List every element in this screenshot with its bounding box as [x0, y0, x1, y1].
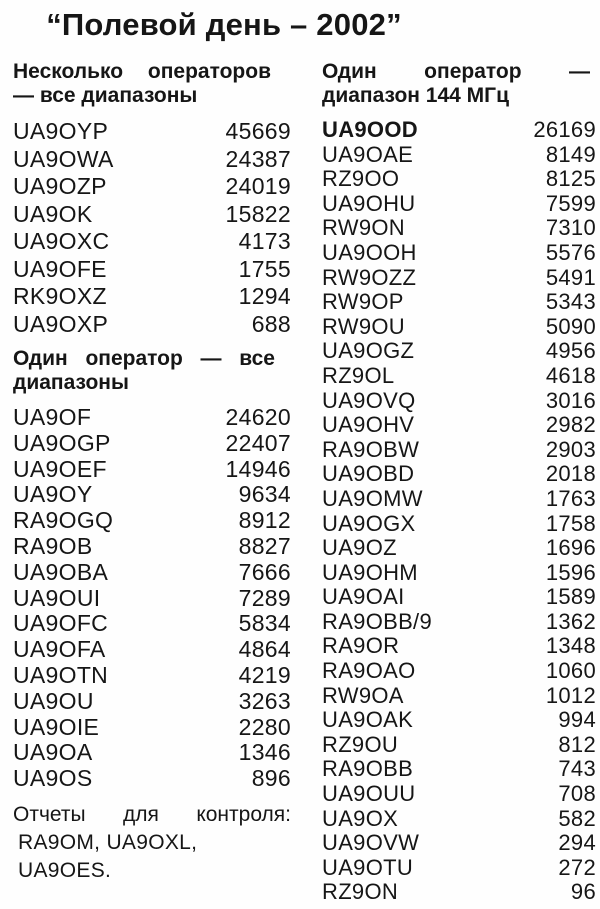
callsign: UA9OBA — [13, 558, 109, 585]
result-row — [322, 659, 596, 684]
callsign: RA9OR — [322, 633, 400, 659]
score: 9634 — [238, 481, 291, 508]
callsign: RW9OA — [322, 682, 404, 708]
result-row — [13, 201, 291, 229]
result-row — [13, 766, 291, 792]
result-row — [322, 782, 596, 807]
section-single-op-144mhz — [322, 60, 596, 905]
result-row — [13, 586, 291, 612]
callsign: RZ9OL — [322, 362, 395, 388]
callsign: RW9OZZ — [322, 264, 417, 290]
score: 994 — [558, 707, 596, 733]
result-row — [322, 290, 596, 315]
score: 5343 — [545, 289, 596, 315]
results-list — [13, 118, 291, 338]
callsign: UA9OXP — [13, 310, 109, 337]
result-row — [13, 311, 291, 339]
control-note — [13, 801, 291, 885]
score: 1763 — [545, 485, 596, 511]
score: 708 — [558, 781, 596, 807]
score: 14946 — [225, 455, 291, 482]
results-list — [13, 405, 291, 792]
section-multi-op-all-bands — [13, 60, 291, 338]
score: 26169 — [533, 117, 596, 142]
score: 5090 — [545, 313, 596, 339]
score: 4618 — [545, 362, 596, 388]
result-row — [322, 561, 596, 586]
score: 743 — [558, 756, 596, 782]
callsign: UA9OGX — [322, 510, 416, 536]
callsign: RA9OBW — [322, 436, 420, 462]
result-row — [13, 508, 291, 534]
score: 4219 — [238, 661, 291, 688]
callsign: RW9OU — [322, 313, 405, 339]
score: 5834 — [238, 610, 291, 637]
result-row — [13, 663, 291, 689]
score: 1012 — [545, 682, 596, 708]
score: 5491 — [545, 264, 596, 290]
callsign: UA9OZ — [322, 535, 397, 561]
result-row — [13, 715, 291, 741]
callsign: UA9OA — [13, 739, 93, 766]
results-list — [322, 118, 596, 905]
score: 1346 — [238, 739, 291, 766]
callsign: RA9OBB — [322, 756, 414, 782]
score: 24019 — [225, 173, 291, 199]
result-row — [322, 684, 596, 709]
score: 1596 — [545, 559, 596, 585]
score: 1348 — [545, 633, 596, 659]
callsign: RA9OBB/9 — [322, 608, 433, 634]
result-row — [13, 534, 291, 560]
score: 1589 — [545, 584, 596, 610]
score: 688 — [251, 310, 291, 337]
result-row — [322, 536, 596, 561]
score: 2280 — [238, 713, 291, 740]
score: 8125 — [545, 166, 596, 192]
result-row — [322, 167, 596, 192]
result-row — [322, 118, 596, 143]
callsign: UA9OYP — [13, 118, 109, 144]
result-row — [322, 389, 596, 414]
score: 22407 — [225, 429, 291, 456]
score: 3016 — [545, 387, 596, 413]
score: 8149 — [545, 141, 596, 167]
section-heading: Один оператор — все диапазоны — [13, 347, 275, 394]
callsign: UA9OAI — [322, 584, 405, 610]
callsign: RA9OAO — [322, 658, 416, 684]
callsign: UA9OAK — [322, 707, 414, 733]
result-row — [13, 146, 291, 174]
result-row — [13, 283, 291, 311]
score: 8827 — [238, 532, 291, 559]
callsign: RA9OGQ — [13, 507, 114, 534]
callsign: UA9OUI — [13, 584, 101, 611]
result-row — [322, 880, 596, 905]
result-row — [322, 339, 596, 364]
result-row — [13, 689, 291, 715]
callsign: RZ9OO — [322, 166, 400, 192]
result-row — [322, 856, 596, 881]
result-row — [322, 512, 596, 537]
callsign: RA9OB — [13, 532, 93, 559]
callsign: UA9OF — [13, 404, 92, 430]
score: 896 — [251, 765, 291, 792]
callsign: UA9OU — [13, 687, 94, 714]
callsign: UA9OFC — [13, 610, 109, 637]
score: 4956 — [545, 338, 596, 364]
callsign: UA9OS — [13, 765, 93, 792]
score: 5576 — [545, 239, 596, 265]
score: 4864 — [238, 636, 291, 663]
result-row — [13, 173, 291, 201]
callsign: UA9OHM — [322, 559, 418, 585]
result-row — [322, 634, 596, 659]
result-row — [13, 482, 291, 508]
callsign: UA9OUU — [322, 781, 416, 807]
result-row — [322, 807, 596, 832]
result-row — [322, 487, 596, 512]
score: 1294 — [238, 283, 291, 309]
score: 582 — [558, 805, 596, 831]
score: 96 — [570, 879, 596, 905]
score: 8912 — [238, 507, 291, 534]
section-heading: Несколько операторов — все диапазоны — [13, 60, 271, 107]
result-row — [322, 462, 596, 487]
callsign: RW9ON — [322, 215, 405, 241]
score: 1362 — [545, 608, 596, 634]
callsign: UA9OVQ — [322, 387, 416, 413]
result-row — [322, 733, 596, 758]
right-column — [322, 60, 596, 905]
callsign: UA9OBD — [322, 461, 415, 487]
result-row — [13, 740, 291, 766]
score: 7289 — [238, 584, 291, 611]
callsign: UA9OGP — [13, 429, 111, 456]
score: 272 — [558, 854, 596, 880]
callsign: UA9OX — [322, 805, 399, 831]
control-note-callsigns-line1: RA9OM, UA9OXL, — [18, 830, 198, 854]
callsign: UA9OOD — [322, 117, 418, 142]
callsign: UA9OFE — [13, 255, 107, 282]
result-row — [322, 364, 596, 389]
callsign: UA9OY — [13, 481, 93, 508]
score: 1755 — [238, 255, 291, 282]
result-row — [322, 315, 596, 340]
callsign: UA9OHU — [322, 190, 416, 216]
score: 24620 — [225, 404, 291, 430]
score: 7310 — [545, 215, 596, 241]
result-row — [322, 266, 596, 291]
callsign: RZ9ON — [322, 879, 399, 905]
control-note-label: Отчеты для контроля: — [13, 802, 291, 826]
score: 24387 — [225, 145, 291, 172]
callsign: UA9OIE — [13, 713, 100, 740]
score: 7599 — [545, 190, 596, 216]
score: 2982 — [545, 412, 596, 438]
callsign: UA9OAE — [322, 141, 414, 167]
result-row — [13, 228, 291, 256]
callsign: RK9OXZ — [13, 283, 107, 309]
control-note-callsigns-line2: UA9OES. — [18, 858, 112, 882]
result-row — [13, 637, 291, 663]
result-row — [322, 610, 596, 635]
result-row — [13, 431, 291, 457]
callsign: RW9OP — [322, 289, 404, 315]
result-row — [322, 413, 596, 438]
callsign: RZ9OU — [322, 731, 399, 757]
result-row — [322, 585, 596, 610]
result-row — [322, 831, 596, 856]
result-row — [322, 438, 596, 463]
score: 4173 — [238, 228, 291, 254]
result-row — [322, 216, 596, 241]
callsign: UA9OXC — [13, 228, 110, 254]
section-single-op-all-bands — [13, 347, 291, 792]
section-heading: Один оператор — диапазон 144 МГц — [322, 60, 590, 107]
callsign: UA9OWA — [13, 145, 114, 172]
result-row — [13, 118, 291, 146]
left-column — [13, 60, 291, 885]
result-row — [322, 192, 596, 217]
result-row — [13, 405, 291, 431]
score: 7666 — [238, 558, 291, 585]
result-row — [13, 560, 291, 586]
score: 45669 — [225, 118, 291, 144]
callsign: UA9OZP — [13, 173, 107, 199]
callsign: UA9OOH — [322, 239, 417, 265]
score: 1758 — [545, 510, 596, 536]
callsign: UA9OGZ — [322, 338, 415, 364]
score: 812 — [558, 731, 596, 757]
callsign: UA9OTN — [13, 661, 109, 688]
score: 1060 — [545, 658, 596, 684]
score: 2018 — [545, 461, 596, 487]
result-row — [322, 708, 596, 733]
score: 3263 — [238, 687, 291, 714]
result-row — [322, 143, 596, 168]
page-title: “Полевой день – 2002” — [46, 7, 402, 42]
callsign: UA9OHV — [322, 412, 415, 438]
result-row — [13, 256, 291, 284]
callsign: UA9OTU — [322, 854, 414, 880]
callsign: UA9OVW — [322, 830, 420, 856]
result-row — [322, 241, 596, 266]
score: 294 — [558, 830, 596, 856]
score: 1696 — [545, 535, 596, 561]
score: 2903 — [545, 436, 596, 462]
callsign: UA9OMW — [322, 485, 423, 511]
callsign: UA9OEF — [13, 455, 107, 482]
result-row — [13, 611, 291, 637]
score: 15822 — [225, 200, 291, 227]
result-row — [322, 757, 596, 782]
callsign: UA9OFA — [13, 636, 106, 663]
result-row — [13, 457, 291, 483]
callsign: UA9OK — [13, 200, 93, 227]
